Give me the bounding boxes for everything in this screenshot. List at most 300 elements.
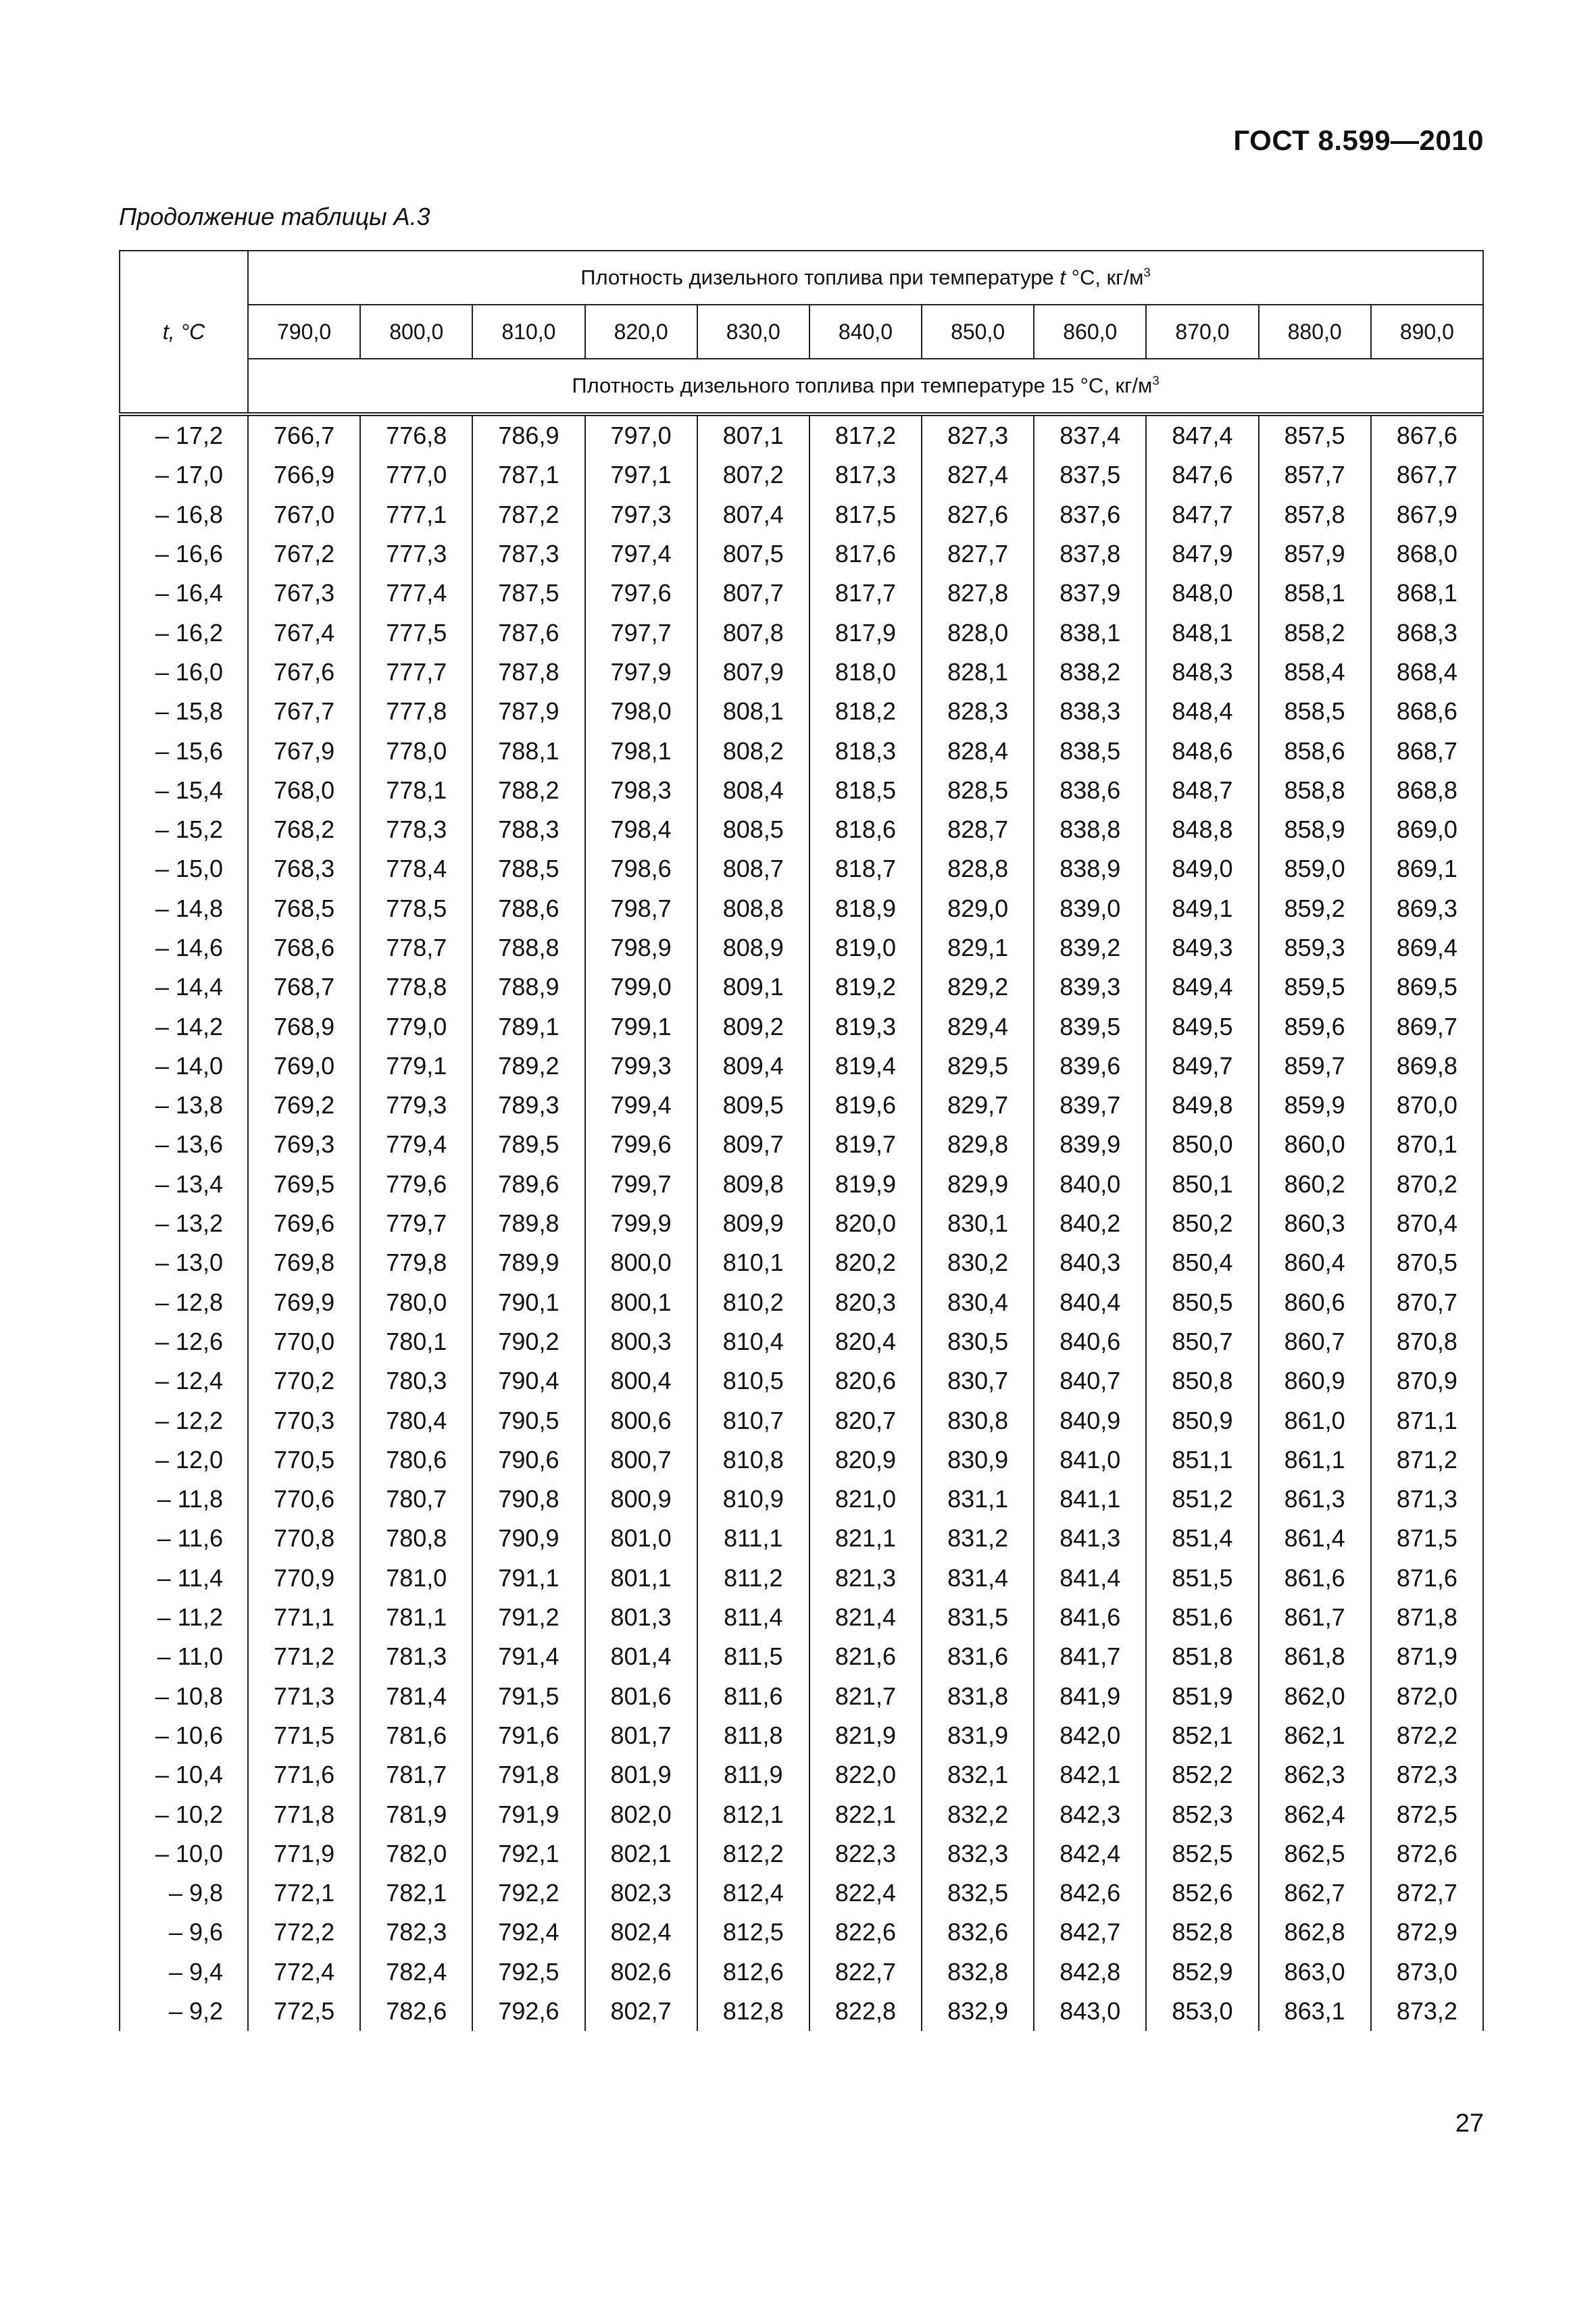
density-cell: 832,3	[922, 1834, 1034, 1873]
density-cell: 820,3	[809, 1283, 922, 1322]
density-cell: 857,5	[1259, 414, 1371, 455]
density-cell: 809,4	[697, 1047, 809, 1086]
density-cell: 819,9	[809, 1165, 922, 1204]
density-cell: 788,2	[472, 771, 584, 810]
density-cell: 848,1	[1146, 613, 1258, 652]
density-cell: 859,3	[1259, 928, 1371, 967]
density-cell: 850,4	[1146, 1243, 1258, 1282]
density-cell: 850,8	[1146, 1361, 1258, 1401]
density-cell: 780,7	[360, 1480, 472, 1519]
density-cell: 782,6	[360, 1992, 472, 2031]
density-cell: 861,7	[1259, 1598, 1371, 1637]
density-cell: 772,4	[248, 1953, 360, 1992]
density-cell: 777,1	[360, 495, 472, 534]
density-cell: 801,1	[585, 1559, 697, 1598]
density-cell: 838,5	[1034, 731, 1146, 770]
density-cell: 840,2	[1034, 1204, 1146, 1243]
density-cell: 778,5	[360, 889, 472, 928]
density-cell: 867,9	[1371, 495, 1483, 534]
density-cell: 830,7	[922, 1361, 1034, 1401]
temperature-cell: – 13,6	[120, 1125, 248, 1164]
density-cell: 851,5	[1146, 1559, 1258, 1598]
column-header: 830,0	[697, 305, 809, 359]
table-row	[120, 1007, 1483, 1046]
table-row	[120, 1047, 1483, 1086]
density-cell: 792,6	[472, 1992, 584, 2031]
table-row	[120, 1086, 1483, 1125]
column-header: 860,0	[1034, 305, 1146, 359]
document-code: ГОСТ 8.599—2010	[1233, 124, 1484, 156]
density-cell: 777,0	[360, 455, 472, 495]
density-cell: 828,4	[922, 731, 1034, 770]
density-at-t-header	[248, 251, 1483, 305]
table-row	[120, 1519, 1483, 1558]
table-row	[120, 967, 1483, 1007]
density-cell: 811,2	[697, 1559, 809, 1598]
density-cell: 821,6	[809, 1637, 922, 1676]
density-cell: 799,3	[585, 1047, 697, 1086]
density-cell: 812,2	[697, 1834, 809, 1873]
density-cell: 849,5	[1146, 1007, 1258, 1046]
density-cell: 789,8	[472, 1204, 584, 1243]
density-cell: 851,2	[1146, 1480, 1258, 1519]
temperature-cell: – 10,0	[120, 1834, 248, 1873]
density-cell: 811,5	[697, 1637, 809, 1676]
density-at-t-header-post: °C, кг/м	[1065, 266, 1144, 289]
density-cell: 788,6	[472, 889, 584, 928]
density-cell: 820,2	[809, 1243, 922, 1282]
temperature-cell: – 13,0	[120, 1243, 248, 1282]
table-row	[120, 1440, 1483, 1480]
density-cell: 779,4	[360, 1125, 472, 1164]
density-cell: 868,3	[1371, 613, 1483, 652]
temperature-cell: – 13,4	[120, 1165, 248, 1204]
density-cell: 841,6	[1034, 1598, 1146, 1637]
density-cell: 869,3	[1371, 889, 1483, 928]
density-cell: 822,0	[809, 1755, 922, 1794]
density-cell: 840,4	[1034, 1283, 1146, 1322]
density-cell: 790,4	[472, 1361, 584, 1401]
temperature-cell: – 12,2	[120, 1401, 248, 1440]
density-cell: 778,7	[360, 928, 472, 967]
density-cell: 798,1	[585, 731, 697, 770]
density-cell: 871,5	[1371, 1519, 1483, 1558]
density-cell: 800,0	[585, 1243, 697, 1282]
density-cell: 777,3	[360, 534, 472, 574]
density-cell: 802,7	[585, 1992, 697, 2031]
density-cell: 780,8	[360, 1519, 472, 1558]
column-header-row	[120, 305, 1483, 359]
density-cell: 841,4	[1034, 1559, 1146, 1598]
density-cell: 798,4	[585, 810, 697, 849]
density-cell: 819,6	[809, 1086, 922, 1125]
density-cell: 792,2	[472, 1873, 584, 1913]
table-row	[120, 731, 1483, 770]
density-cell: 830,1	[922, 1204, 1034, 1243]
density-cell: 790,1	[472, 1283, 584, 1322]
density-cell: 771,8	[248, 1794, 360, 1834]
density-cell: 791,9	[472, 1794, 584, 1834]
density-cell: 839,0	[1034, 889, 1146, 928]
density-cell: 848,0	[1146, 574, 1258, 613]
density-cell: 780,1	[360, 1322, 472, 1361]
density-cell: 800,3	[585, 1322, 697, 1361]
density-cell: 771,1	[248, 1598, 360, 1637]
density-cell: 789,2	[472, 1047, 584, 1086]
density-cell: 821,0	[809, 1480, 922, 1519]
density-cell: 797,4	[585, 534, 697, 574]
density-cell: 808,2	[697, 731, 809, 770]
density-cell: 778,4	[360, 849, 472, 888]
density-cell: 797,6	[585, 574, 697, 613]
temperature-cell: – 9,4	[120, 1953, 248, 1992]
density-cell: 802,0	[585, 1794, 697, 1834]
density-cell: 798,3	[585, 771, 697, 810]
column-header: 880,0	[1259, 305, 1371, 359]
column-header: 850,0	[922, 305, 1034, 359]
density-cell: 770,8	[248, 1519, 360, 1558]
density-cell: 790,5	[472, 1401, 584, 1440]
table-row	[120, 574, 1483, 613]
density-cell: 809,9	[697, 1204, 809, 1243]
density-cell: 853,0	[1146, 1992, 1258, 2031]
density-cell: 828,7	[922, 810, 1034, 849]
density-cell: 850,1	[1146, 1165, 1258, 1204]
density-cell: 778,3	[360, 810, 472, 849]
density-cell: 872,9	[1371, 1913, 1483, 1952]
density-cell: 860,0	[1259, 1125, 1371, 1164]
density-cell: 839,3	[1034, 967, 1146, 1007]
density-cell: 832,6	[922, 1913, 1034, 1952]
table-row	[120, 1480, 1483, 1519]
density-cell: 818,7	[809, 849, 922, 888]
density-cell: 820,0	[809, 1204, 922, 1243]
density-cell: 789,1	[472, 1007, 584, 1046]
density-cell: 842,4	[1034, 1834, 1146, 1873]
density-cell: 817,7	[809, 574, 922, 613]
density-cell: 777,8	[360, 692, 472, 731]
density-cell: 841,0	[1034, 1440, 1146, 1480]
density-cell: 860,4	[1259, 1243, 1371, 1282]
density-cell: 781,7	[360, 1755, 472, 1794]
temperature-header-label: t, °C	[162, 319, 205, 344]
density-cell: 767,4	[248, 613, 360, 652]
density-cell: 768,6	[248, 928, 360, 967]
density-cell: 782,4	[360, 1953, 472, 1992]
density-cell: 828,1	[922, 653, 1034, 692]
density-cell: 862,5	[1259, 1834, 1371, 1873]
density-cell: 868,8	[1371, 771, 1483, 810]
density-cell: 838,9	[1034, 849, 1146, 888]
density-cell: 822,3	[809, 1834, 922, 1873]
density-cell: 852,2	[1146, 1755, 1258, 1794]
density-cell: 807,4	[697, 495, 809, 534]
density-cell: 829,8	[922, 1125, 1034, 1164]
table-row	[120, 1165, 1483, 1204]
density-cell: 858,8	[1259, 771, 1371, 810]
density-cell: 769,9	[248, 1283, 360, 1322]
density-cell: 819,3	[809, 1007, 922, 1046]
density-cell: 787,1	[472, 455, 584, 495]
density-cell: 809,8	[697, 1165, 809, 1204]
density-cell: 838,3	[1034, 692, 1146, 731]
density-cell: 862,8	[1259, 1913, 1371, 1952]
density-cell: 831,2	[922, 1519, 1034, 1558]
density-cell: 792,4	[472, 1913, 584, 1952]
density-cell: 868,7	[1371, 731, 1483, 770]
density-cell: 787,5	[472, 574, 584, 613]
density-cell: 770,2	[248, 1361, 360, 1401]
density-cell: 771,6	[248, 1755, 360, 1794]
density-cell: 810,9	[697, 1480, 809, 1519]
temperature-cell: – 11,8	[120, 1480, 248, 1519]
density-cell: 779,1	[360, 1047, 472, 1086]
density-cell: 782,0	[360, 1834, 472, 1873]
density-cell: 810,2	[697, 1283, 809, 1322]
density-cell: 832,5	[922, 1873, 1034, 1913]
density-cell: 771,9	[248, 1834, 360, 1873]
density-cell: 812,4	[697, 1873, 809, 1913]
density-cell: 827,4	[922, 455, 1034, 495]
density-cell: 802,6	[585, 1953, 697, 1992]
table-row	[120, 613, 1483, 652]
density-cell: 792,1	[472, 1834, 584, 1873]
table-row	[120, 1361, 1483, 1401]
density-cell: 857,9	[1259, 534, 1371, 574]
column-header: 840,0	[809, 305, 922, 359]
density-cell: 821,4	[809, 1598, 922, 1637]
density-cell: 781,0	[360, 1559, 472, 1598]
density-cell: 791,8	[472, 1755, 584, 1794]
table-row	[120, 692, 1483, 731]
density-cell: 858,2	[1259, 613, 1371, 652]
temperature-cell: – 16,0	[120, 653, 248, 692]
density-cell: 869,0	[1371, 810, 1483, 849]
column-header: 800,0	[360, 305, 472, 359]
density-cell: 788,8	[472, 928, 584, 967]
density-cell: 871,3	[1371, 1480, 1483, 1519]
density-cell: 830,4	[922, 1283, 1034, 1322]
density-cell: 871,1	[1371, 1401, 1483, 1440]
density-cell: 841,7	[1034, 1637, 1146, 1676]
temperature-cell: – 9,6	[120, 1913, 248, 1952]
density-cell: 869,1	[1371, 849, 1483, 888]
density-cell: 831,6	[922, 1637, 1034, 1676]
density-cell: 779,7	[360, 1204, 472, 1243]
density-cell: 829,2	[922, 967, 1034, 1007]
density-cell: 870,4	[1371, 1204, 1483, 1243]
density-cell: 870,7	[1371, 1283, 1483, 1322]
density-cell: 797,9	[585, 653, 697, 692]
column-header: 890,0	[1371, 305, 1483, 359]
temperature-cell: – 11,0	[120, 1637, 248, 1676]
density-cell: 852,8	[1146, 1913, 1258, 1952]
temperature-cell: – 14,6	[120, 928, 248, 967]
density-cell: 780,4	[360, 1401, 472, 1440]
density-cell: 831,8	[922, 1677, 1034, 1716]
density-cell: 849,3	[1146, 928, 1258, 967]
temperature-cell: – 10,6	[120, 1716, 248, 1755]
table-row	[120, 1637, 1483, 1676]
density-cell: 840,6	[1034, 1322, 1146, 1361]
density-cell: 817,6	[809, 534, 922, 574]
density-cell: 779,8	[360, 1243, 472, 1282]
density-cell: 837,8	[1034, 534, 1146, 574]
density-cell: 840,9	[1034, 1401, 1146, 1440]
density-cell: 789,3	[472, 1086, 584, 1125]
density-cell: 829,5	[922, 1047, 1034, 1086]
density-cell: 769,0	[248, 1047, 360, 1086]
density-cell: 859,0	[1259, 849, 1371, 888]
density-cell: 771,2	[248, 1637, 360, 1676]
density-cell: 779,3	[360, 1086, 472, 1125]
density-cell: 870,5	[1371, 1243, 1483, 1282]
density-cell: 809,2	[697, 1007, 809, 1046]
density-cell: 828,0	[922, 613, 1034, 652]
density-cell: 808,1	[697, 692, 809, 731]
density-cell: 768,9	[248, 1007, 360, 1046]
density-cell: 789,6	[472, 1165, 584, 1204]
density-cell: 842,8	[1034, 1953, 1146, 1992]
density-cell: 817,9	[809, 613, 922, 652]
density-cell: 770,0	[248, 1322, 360, 1361]
density-cell: 841,3	[1034, 1519, 1146, 1558]
density-cell: 777,4	[360, 574, 472, 613]
density-cell: 787,3	[472, 534, 584, 574]
density-cell: 801,9	[585, 1755, 697, 1794]
density-cell: 860,3	[1259, 1204, 1371, 1243]
temperature-cell: – 14,2	[120, 1007, 248, 1046]
density-cell: 817,2	[809, 414, 922, 455]
density-cell: 837,4	[1034, 414, 1146, 455]
density-cell: 797,3	[585, 495, 697, 534]
density-cell: 819,7	[809, 1125, 922, 1164]
density-cell: 800,1	[585, 1283, 697, 1322]
density-cell: 822,8	[809, 1992, 922, 2031]
density-cell: 790,6	[472, 1440, 584, 1480]
density-cell: 820,7	[809, 1401, 922, 1440]
density-cell: 830,5	[922, 1322, 1034, 1361]
density-cell: 839,5	[1034, 1007, 1146, 1046]
density-cell: 840,3	[1034, 1243, 1146, 1282]
density-cell: 868,6	[1371, 692, 1483, 731]
density-cell: 827,8	[922, 574, 1034, 613]
density-cell: 859,6	[1259, 1007, 1371, 1046]
density-cell: 790,2	[472, 1322, 584, 1361]
density-cell: 852,3	[1146, 1794, 1258, 1834]
density-cell: 852,5	[1146, 1834, 1258, 1873]
density-cell: 827,3	[922, 414, 1034, 455]
density-cell: 848,3	[1146, 653, 1258, 692]
density-cell: 822,7	[809, 1953, 922, 1992]
density-cell: 840,7	[1034, 1361, 1146, 1401]
density-cell: 797,0	[585, 414, 697, 455]
density-cell: 778,1	[360, 771, 472, 810]
density-cell: 770,6	[248, 1480, 360, 1519]
density-cell: 857,8	[1259, 495, 1371, 534]
density-cell: 791,5	[472, 1677, 584, 1716]
density-cell: 842,6	[1034, 1873, 1146, 1913]
density-cell: 821,3	[809, 1559, 922, 1598]
density-cell: 827,6	[922, 495, 1034, 534]
density-cell: 809,5	[697, 1086, 809, 1125]
density-cell: 862,1	[1259, 1716, 1371, 1755]
table-row	[120, 1125, 1483, 1164]
density-cell: 769,2	[248, 1086, 360, 1125]
density-cell: 772,5	[248, 1992, 360, 2031]
density-cell: 839,7	[1034, 1086, 1146, 1125]
table-row	[120, 1755, 1483, 1794]
density-cell: 811,9	[697, 1755, 809, 1794]
density-cell: 788,5	[472, 849, 584, 888]
density-cell: 798,9	[585, 928, 697, 967]
column-header: 790,0	[248, 305, 360, 359]
density-cell: 778,8	[360, 967, 472, 1007]
density-cell: 837,5	[1034, 455, 1146, 495]
density-cell: 841,1	[1034, 1480, 1146, 1519]
density-cell: 770,9	[248, 1559, 360, 1598]
density-cell: 838,2	[1034, 653, 1146, 692]
temperature-cell: – 12,4	[120, 1361, 248, 1401]
density-cell: 871,8	[1371, 1598, 1483, 1637]
density-cell: 770,5	[248, 1440, 360, 1480]
density-cell: 820,9	[809, 1440, 922, 1480]
density-cell: 850,2	[1146, 1204, 1258, 1243]
density-cell: 863,0	[1259, 1953, 1371, 1992]
table-row	[120, 771, 1483, 810]
density-cell: 780,3	[360, 1361, 472, 1401]
density-at-15-header	[248, 359, 1483, 414]
temperature-cell: – 14,4	[120, 967, 248, 1007]
temperature-cell: – 9,2	[120, 1992, 248, 2031]
density-cell: 869,4	[1371, 928, 1483, 967]
density-cell: 873,0	[1371, 1953, 1483, 1992]
density-cell: 847,9	[1146, 534, 1258, 574]
density-cell: 867,6	[1371, 414, 1483, 455]
table-row	[120, 1598, 1483, 1637]
temperature-cell: – 9,8	[120, 1873, 248, 1913]
density-cell: 769,8	[248, 1243, 360, 1282]
density-cell: 817,5	[809, 495, 922, 534]
density-cell: 777,5	[360, 613, 472, 652]
density-cell: 831,9	[922, 1716, 1034, 1755]
table-row	[120, 414, 1483, 455]
density-cell: 870,8	[1371, 1322, 1483, 1361]
table-row	[120, 1913, 1483, 1952]
table-row	[120, 1401, 1483, 1440]
density-cell: 839,2	[1034, 928, 1146, 967]
density-cell: 851,9	[1146, 1677, 1258, 1716]
density-cell: 847,7	[1146, 495, 1258, 534]
density-cell: 858,5	[1259, 692, 1371, 731]
density-cell: 829,1	[922, 928, 1034, 967]
density-cell: 799,9	[585, 1204, 697, 1243]
density-cell: 863,1	[1259, 1992, 1371, 2031]
density-cell: 867,7	[1371, 455, 1483, 495]
column-header: 820,0	[585, 305, 697, 359]
density-cell: 852,1	[1146, 1716, 1258, 1755]
page-number: 27	[1455, 2109, 1484, 2138]
density-cell: 789,5	[472, 1125, 584, 1164]
density-table	[119, 250, 1484, 2031]
density-cell: 767,0	[248, 495, 360, 534]
density-cell: 830,9	[922, 1440, 1034, 1480]
density-cell: 873,2	[1371, 1992, 1483, 2031]
table-row	[120, 1953, 1483, 1992]
density-cell: 851,8	[1146, 1637, 1258, 1676]
temperature-header	[120, 251, 248, 414]
density-cell: 786,9	[472, 414, 584, 455]
